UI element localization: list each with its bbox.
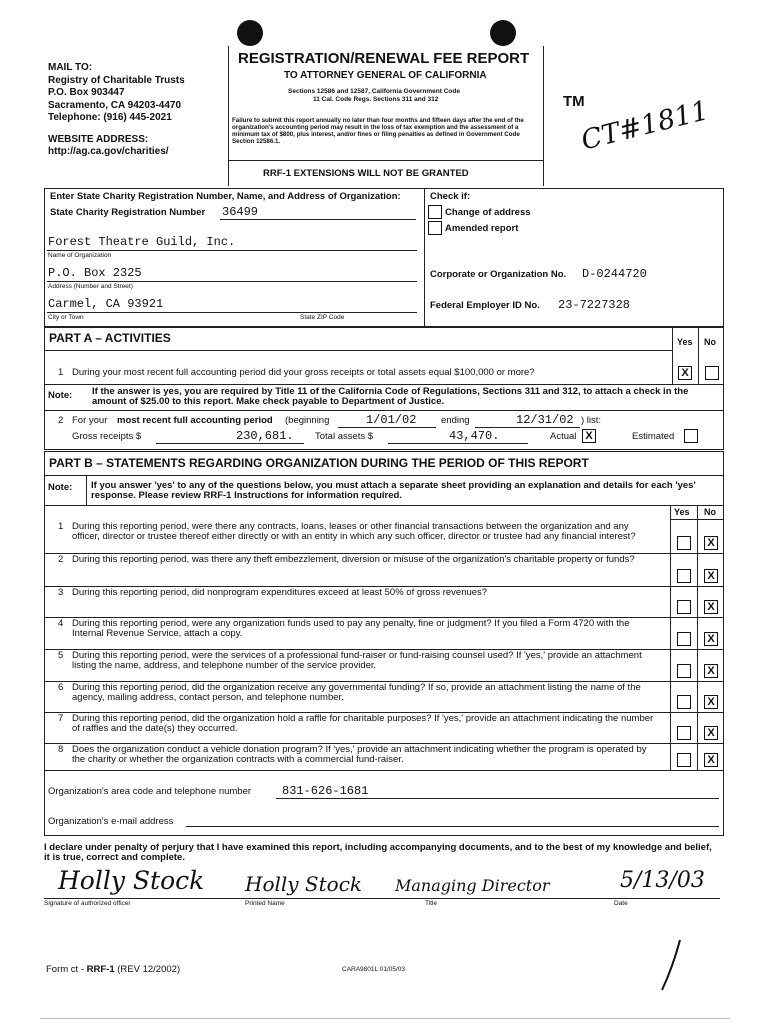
part-b-q3-no-checkbox[interactable]: X [704,600,718,614]
part-b-note-label: Note: [48,482,73,493]
part-b-q7-no-checkbox[interactable]: X [704,726,718,740]
org-box-divider [424,188,425,326]
part-a-title: PART A – ACTIVITIES [49,331,171,345]
signature-underline [44,898,720,899]
part-a-q2-bold: most recent full accounting period [117,415,273,426]
part-b-q3-number: 3 [58,587,64,598]
change-of-address-checkbox[interactable] [428,205,442,219]
part-b-q8-text: Does the organization conduct a vehicle donation program? If 'yes,' provide an attachment indicating whether the program is operated by the charity or whether the organization contracts with a commercial fund-raiser. [72,744,647,765]
part-a-yes-header: Yes [677,337,693,347]
part-b-q8-number: 8 [58,744,64,755]
phone-label: Organization's area code and telephone number [48,786,252,797]
email-underline [186,826,719,827]
part-b-questions-bottom [44,770,723,771]
form-subtitle: TO ATTORNEY GENERAL OF CALIFORNIA [284,70,487,81]
part-a-no-col [698,327,699,384]
mail-to-block [48,62,218,159]
part-b-q5-text: During this reporting period, were the services of a professional fund-raiser or fund-raising counsel used? If 'yes,' provide an attachment listing the name, address, and telephone number of the service provider. [72,650,642,671]
part-b-q8-no-checkbox[interactable]: X [704,753,718,767]
org-city-underline [47,312,417,313]
part-b-box [44,451,724,836]
part-b-yes-header: Yes [674,507,690,517]
part-b-q3-text: During this reporting period, did nonprogram expenditures exceed at least 50% of gross revenues? [72,587,488,598]
change-of-address-label: Change of address [445,207,531,218]
part-b-q1-no-checkbox[interactable]: X [704,536,718,550]
org-address-value[interactable]: P.O. Box 2325 [48,266,142,280]
part-b-q4-number: 4 [58,618,64,629]
title-value[interactable]: Managing Director [395,876,550,895]
part-a-yes-col [672,327,673,384]
part-b-q7-yes-checkbox[interactable] [677,726,691,740]
org-address-underline [47,281,417,282]
org-enter-label: Enter State Charity Registration Number, Name, and Address of Organization: [50,191,401,202]
gross-receipts-underline [156,443,304,444]
part-a-q1-yes-checkbox[interactable]: X [678,366,692,380]
form-title: REGISTRATION/RENEWAL FEE REPORT [238,50,530,67]
part-a-no-header: No [704,337,716,347]
part-b-q6-number: 6 [58,682,64,693]
org-city-value[interactable]: Carmel, CA 93921 [48,297,164,311]
check-if-label: Check if: [430,191,471,202]
part-b-q5-yes-checkbox[interactable] [677,664,691,678]
actual-label: Actual [550,431,577,442]
part-b-title: PART B – STATEMENTS REGARDING ORGANIZATION DURING THE PERIOD OF THIS REPORT [49,456,589,470]
phone-underline [276,798,719,799]
title-caption: Title [425,900,438,907]
org-name-caption: Name of Organization [48,252,112,259]
list-label: ) list: [581,415,602,426]
sections-line-2: 11 Cal. Code Regs. Sections 311 and 312 [313,96,439,103]
handwritten-slash-mark [640,935,690,995]
part-b-q2-no-checkbox[interactable]: X [704,569,718,583]
part-b-note-bottom [44,505,723,506]
part-b-no-col [697,505,698,770]
filing-warning: Failure to submit this report annually no later than four months and fifteen days after the end of the organization's accounting period may result in the loss of tax exemption and the assessment of a minimum tax of $800, plus interest, and/or fines or filing penalties as defined in Government Code Section 12586.1. [232,117,524,145]
part-b-q1-text: During this reporting period, were there any contracts, loans, leases or other financial transactions between the organization and any officer, director or trustee thereof either directly or with an entity in which any such officer, director or trustee had any financial interest? [72,521,636,542]
sections-line-1: Sections 12586 and 12587, California Government Code [288,88,460,95]
end-date-value[interactable]: 12/31/02 [516,413,574,427]
org-state-zip-caption: State ZIP Code [300,314,345,321]
total-assets-value[interactable]: 43,470. [449,429,500,443]
website-label: WEBSITE ADDRESS: [48,133,149,145]
header-divider [228,160,543,161]
mail-to-line-2: P.O. Box 903447 [48,87,125,98]
website-url[interactable]: http://ag.ca.gov/charities/ [48,146,169,157]
part-b-q1-number: 1 [58,521,64,532]
reg-number-value[interactable]: 36499 [222,205,259,219]
part-b-q2-yes-checkbox[interactable] [677,569,691,583]
signature-caption: Signature of authorized officer [44,900,131,907]
reg-number-label: State Charity Registration Number [50,207,206,218]
part-b-q4-no-checkbox[interactable]: X [704,632,718,646]
part-a-q1-no-checkbox[interactable] [705,366,719,380]
printed-name-value[interactable]: Holly Stock [245,872,363,896]
part-b-q7-number: 7 [58,713,64,724]
phone-value[interactable]: 831-626-1681 [282,784,369,798]
form-id-bold: RRF-1 [86,964,115,975]
org-name-underline [47,250,417,251]
org-name-value[interactable]: Forest Theatre Guild, Inc. [48,235,236,249]
org-city-caption: City or Town [48,314,84,321]
begin-date-value[interactable]: 1/01/02 [366,413,417,427]
date-value[interactable]: 5/13/03 [620,868,705,893]
total-assets-underline [388,443,528,444]
form-id-rev: (REV 12/2002) [117,964,181,975]
part-b-header-divider [670,519,723,520]
gross-receipts-label: Gross receipts $ [72,431,142,442]
part-a-title-divider [44,350,672,351]
declaration-text: I declare under penalty of perjury that I have examined this report, including accompanying documents, and to the best of my knowledge and belief, it is true, correct and complete. [44,842,712,863]
part-b-q5-number: 5 [58,650,64,661]
part-a-note-label: Note: [48,390,73,401]
mail-to-heading: MAIL TO: [48,62,93,73]
amended-report-checkbox[interactable] [428,221,442,235]
date-caption: Date [614,900,628,907]
end-date-underline [475,427,580,428]
part-b-q6-yes-checkbox[interactable] [677,695,691,709]
part-a-q1-text: During your most recent full accounting period did your gross receipts or total assets equal $100,000 or more? [72,367,535,378]
org-address-caption: Address (Number and Street) [48,283,133,290]
part-b-note-divider [86,475,87,505]
part-b-no-header: No [704,507,716,517]
part-b-yes-col [670,505,671,770]
part-a-note-text: If the answer is yes, you are required by Title 11 of the California Code of Regulations, Sections 311 and 312, to attach a check in the amount of $25.00 to this report. Make check payable to Department of Justice. [92,386,689,407]
header-right-border [543,46,544,186]
part-a-q2-prefix: For your [72,415,108,426]
extensions-notice: RRF-1 EXTENSIONS WILL NOT BE GRANTED [263,168,469,179]
fein-label: Federal Employer ID No. [430,300,540,311]
part-b-q4-text: During this reporting period, were any organization funds used to pay any penalty, fine or judgment? If you filed a Form 4720 with the Internal Revenue Service, attach a copy. [72,618,630,639]
part-b-q2-text: During this reporting period, was there any theft embezzlement, diversion or misuse of the organization's charitable property or funds? [72,554,635,565]
reg-number-underline [220,219,416,220]
handwritten-reference: CT#1811 [578,95,712,157]
form-id-prefix: Form ct - [46,964,84,975]
estimated-checkbox[interactable] [684,429,698,443]
total-assets-label: Total assets $ [315,431,374,442]
footer-bottom-edge [40,1018,730,1019]
part-b-q5-no-checkbox[interactable]: X [704,664,718,678]
form-id [46,964,180,975]
punch-hole-right [490,20,516,46]
amended-report-label: Amended report [445,223,519,234]
corp-no-value[interactable]: D-0244720 [582,267,647,281]
part-a-q2-beginning: (beginning [285,415,330,426]
mail-to-line-4: Telephone: (916) 445-2021 [48,112,172,123]
ending-label: ending [441,415,470,426]
email-label: Organization's e-mail address [48,816,174,827]
estimated-label: Estimated [632,431,675,442]
part-a-note-divider [44,410,723,411]
part-b-title-divider [44,475,723,476]
part-b-q1-yes-checkbox[interactable] [677,536,691,550]
part-b-q6-text: During this reporting period, did the organization receive any governmental funding? If so, provide an attachment listing the name of the agency, mailing address, contact person, and telephone number. [72,682,641,703]
part-a-q1-divider [44,384,723,385]
mail-to-line-3: Sacramento, CA 94203-4470 [48,99,182,111]
part-b-q3-yes-checkbox[interactable] [677,600,691,614]
fein-value[interactable]: 23-7227328 [558,298,631,312]
stamp-tm: TM [563,93,585,110]
actual-checkbox[interactable]: X [582,429,596,443]
printed-name-caption: Printed Name [245,900,285,907]
form-code: CARA9801L 01/05/03 [342,966,406,973]
signature-handwritten: Holly Stock [58,866,205,895]
corp-no-label: Corporate or Organization No. [430,269,567,280]
part-b-q7-text: During this reporting period, did the organization hold a raffle for charitable purposes? If 'yes,' provide an attachment indicating the number of raffles and the date(s) they occurred. [72,713,654,734]
part-b-q4-yes-checkbox[interactable] [677,632,691,646]
part-b-note-text: If you answer 'yes' to any of the questions below, you must attach a separate sheet providing an explanation and details for each 'yes' response. Please review RRF-1 Instructions for information required. [91,480,696,501]
part-a-q1-number: 1 [58,367,64,378]
part-b-q2-number: 2 [58,554,64,565]
mail-to-line-1: Registry of Charitable Trusts [48,74,185,86]
part-b-q8-yes-checkbox[interactable] [677,753,691,767]
gross-receipts-value[interactable]: 230,681. [236,429,294,443]
part-b-q6-no-checkbox[interactable]: X [704,695,718,709]
begin-date-underline [338,427,436,428]
punch-hole-left [237,20,263,46]
header-left-border [228,46,229,186]
part-a-q2-number: 2 [58,415,64,426]
